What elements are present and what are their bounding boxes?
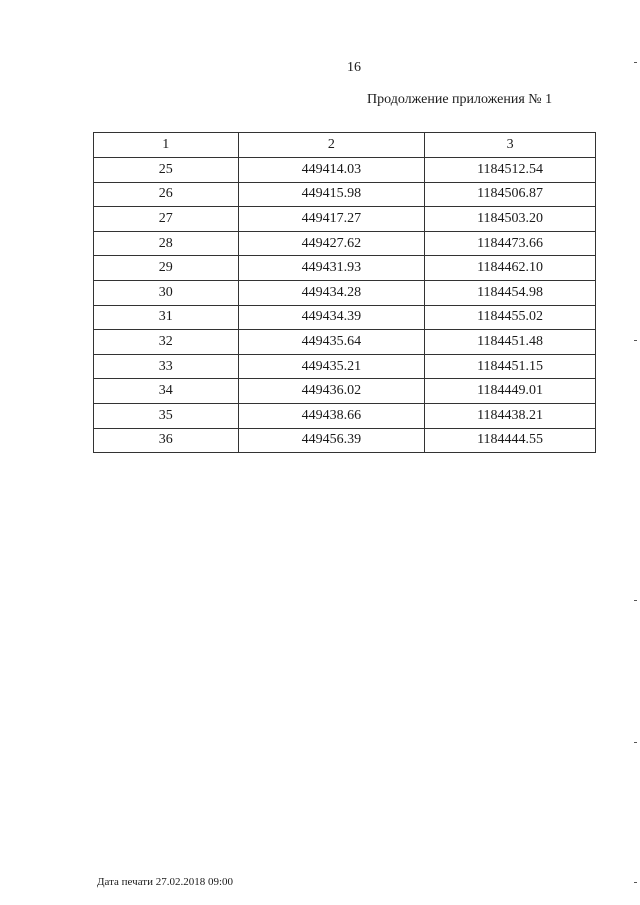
point-number-cell: 34 xyxy=(94,379,239,404)
column-header: 3 xyxy=(425,133,596,158)
y-coordinate-cell: 1184449.01 xyxy=(425,379,596,404)
table-row xyxy=(94,428,596,453)
appendix-caption: Продолжение приложения № 1 xyxy=(367,92,553,107)
point-number-cell: 30 xyxy=(94,280,239,305)
y-coordinate-cell: 1184438.21 xyxy=(425,403,596,428)
x-coordinate-cell: 449456.39 xyxy=(238,428,425,453)
x-coordinate-cell: 449436.02 xyxy=(238,379,425,404)
coordinates-table xyxy=(93,132,596,453)
y-coordinate-cell: 1184503.20 xyxy=(425,207,596,232)
table-row xyxy=(94,403,596,428)
point-number-cell: 33 xyxy=(94,354,239,379)
x-coordinate-cell: 449414.03 xyxy=(238,158,425,183)
x-coordinate-cell: 449431.93 xyxy=(238,256,425,281)
page-number: 16 xyxy=(347,60,361,75)
print-date-footer: Дата печати 27.02.2018 09:00 xyxy=(97,876,234,888)
table-row xyxy=(94,182,596,207)
table-row xyxy=(94,231,596,256)
point-number-cell: 25 xyxy=(94,158,239,183)
table-row xyxy=(94,158,596,183)
scan-margin-mark xyxy=(634,600,637,601)
column-header: 2 xyxy=(238,133,425,158)
table-header-row xyxy=(94,133,596,158)
x-coordinate-cell: 449427.62 xyxy=(238,231,425,256)
y-coordinate-cell: 1184451.48 xyxy=(425,330,596,355)
x-coordinate-cell: 449438.66 xyxy=(238,403,425,428)
x-coordinate-cell: 449435.21 xyxy=(238,354,425,379)
point-number-cell: 29 xyxy=(94,256,239,281)
table-row xyxy=(94,354,596,379)
scan-margin-mark xyxy=(634,340,637,341)
scan-margin-mark xyxy=(634,742,637,743)
table-row xyxy=(94,379,596,404)
column-header: 1 xyxy=(94,133,239,158)
point-number-cell: 32 xyxy=(94,330,239,355)
point-number-cell: 28 xyxy=(94,231,239,256)
point-number-cell: 27 xyxy=(94,207,239,232)
x-coordinate-cell: 449435.64 xyxy=(238,330,425,355)
x-coordinate-cell: 449434.28 xyxy=(238,280,425,305)
point-number-cell: 26 xyxy=(94,182,239,207)
y-coordinate-cell: 1184451.15 xyxy=(425,354,596,379)
table-row xyxy=(94,207,596,232)
table-row xyxy=(94,256,596,281)
y-coordinate-cell: 1184473.66 xyxy=(425,231,596,256)
table-row xyxy=(94,305,596,330)
y-coordinate-cell: 1184454.98 xyxy=(425,280,596,305)
y-coordinate-cell: 1184512.54 xyxy=(425,158,596,183)
y-coordinate-cell: 1184462.10 xyxy=(425,256,596,281)
table-row xyxy=(94,330,596,355)
x-coordinate-cell: 449417.27 xyxy=(238,207,425,232)
y-coordinate-cell: 1184444.55 xyxy=(425,428,596,453)
point-number-cell: 31 xyxy=(94,305,239,330)
x-coordinate-cell: 449415.98 xyxy=(238,182,425,207)
y-coordinate-cell: 1184455.02 xyxy=(425,305,596,330)
y-coordinate-cell: 1184506.87 xyxy=(425,182,596,207)
scan-margin-mark xyxy=(634,882,637,883)
x-coordinate-cell: 449434.39 xyxy=(238,305,425,330)
table-row xyxy=(94,280,596,305)
point-number-cell: 35 xyxy=(94,403,239,428)
point-number-cell: 36 xyxy=(94,428,239,453)
scan-margin-mark xyxy=(634,62,637,63)
